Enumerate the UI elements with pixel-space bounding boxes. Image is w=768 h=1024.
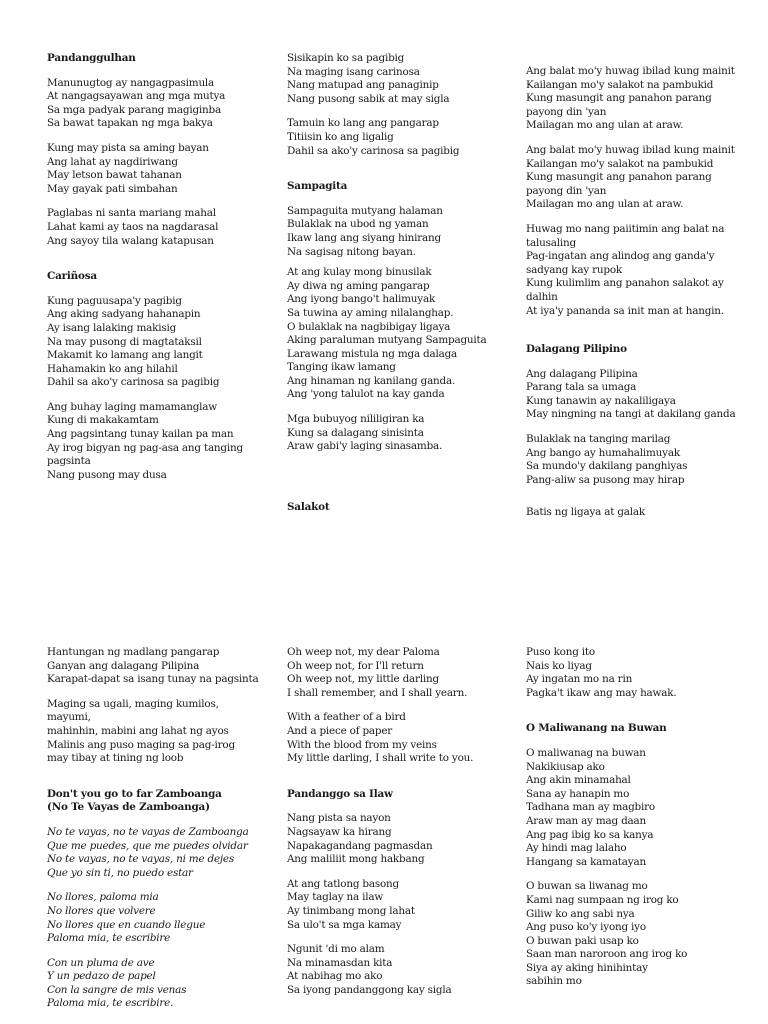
lyric-line: Kung di makakamtam — [47, 414, 159, 427]
song-subtitle-zamboanga: (No Te Vayas de Zamboanga) — [47, 801, 210, 814]
lyric-line: Sa mga padyak parang magiginba — [47, 103, 221, 116]
song-title-salakot: Salakot — [287, 500, 330, 513]
lyric-line: Nakikiusap ako — [526, 760, 605, 773]
lyric-line: Con la sangre de mis venas — [47, 983, 187, 996]
lyric-line: May letson bawat tahanan — [47, 169, 182, 182]
lyric-line: Ay diwa ng aming pangarap — [287, 279, 430, 292]
stanza — [287, 117, 507, 158]
page1-column-2 — [287, 52, 507, 514]
lyric-line: Huwag mo nang paiitimin ang balat na — [526, 222, 725, 235]
lyric-line: Napakagandang pagmasdan — [287, 839, 433, 852]
lyric-line: dalhin — [526, 290, 558, 303]
lyric-line: Paloma mia, te escribire — [47, 932, 171, 945]
stanza — [47, 646, 267, 687]
lyric-line: Con un pluma de ave — [47, 956, 155, 969]
stanza — [47, 207, 267, 248]
lyric-line: Kung sa dalagang sinisinta — [287, 426, 424, 439]
song-title-sampagita: Sampagita — [287, 180, 348, 193]
lyric-line: Sa tuwina ay aming nilalanghap. — [287, 306, 454, 319]
lyric-line: Siya ay aking hinihintay — [526, 961, 648, 974]
lyric-line: Bulaklak na ubod ng yaman — [287, 218, 429, 231]
lyric-line: mayumi, — [47, 711, 91, 724]
lyric-line: O buwan sa liwanag mo — [526, 880, 648, 893]
page1-column-1 — [47, 52, 267, 482]
lyric-line: Sa ulo't sa mga kamay — [287, 918, 402, 931]
lyric-line: Titiisin ko ang ligalig — [287, 130, 394, 143]
lyric-line: Manunugtog ay nangagpasimula — [47, 76, 215, 89]
stanza — [526, 368, 746, 422]
lyric-line: Mailagan mo ang ulan at araw. — [526, 119, 684, 132]
lyric-line: Maging sa ugali, maging kumilos, — [47, 697, 219, 710]
stanza — [526, 65, 746, 133]
lyric-line: At ang tatlong basong — [287, 877, 399, 890]
lyric-line: Na may pusong di magtataksil — [47, 335, 202, 348]
lyric-line: sadyang kay rupok — [526, 263, 623, 276]
lyric-line: may tibay at tining ng loob — [47, 752, 184, 765]
lyric-line: Karapat-dapat sa isang tunay na pagsinta — [47, 673, 259, 686]
lyric-line: Ay irog bigyan ng pag-asa ang tanging — [47, 441, 243, 454]
lyric-line: Ang maliliit mong hakbang — [287, 853, 425, 866]
lyric-line: Pagka't ikaw ang may hawak. — [526, 686, 677, 699]
lyric-line: Ay tinimbang mong lahat — [287, 904, 415, 917]
lyric-line: Ay hindi mag lalaho — [526, 842, 627, 855]
lyric-line: Sisikapin ko sa pagibig — [287, 52, 405, 64]
lyric-line: Ay ingatan mo na rin — [526, 673, 633, 686]
lyric-line: Kami nag sumpaan ng irog ko — [526, 893, 679, 906]
stanza — [287, 878, 507, 932]
stanza — [526, 223, 746, 318]
lyric-line: Batis ng ligaya at galak — [526, 506, 646, 519]
lyric-line: talusaling — [526, 236, 576, 249]
lyric-line: Ang balat mo'y huwag ibilad kung mainit — [526, 143, 735, 156]
lyric-line: Oh weep not, my dear Paloma — [287, 646, 440, 658]
lyric-line: No te vayas, no te vayas de Zamboanga — [47, 825, 249, 838]
lyric-line: May taglay na ilaw — [287, 891, 384, 904]
stanza — [287, 711, 507, 765]
lyric-line: I shall remember, and I shall yearn. — [287, 686, 468, 699]
lyric-line: At nangagsayawan ang mga mutya — [47, 90, 226, 103]
lyric-line: Kung kulimlim ang panahon salakot ay — [526, 277, 724, 290]
lyric-line: Nagsayaw ka hirang — [287, 825, 392, 838]
lyric-line: Ganyan ang dalagang Pilipina — [47, 659, 200, 672]
lyric-line: Kailangan mo'y salakot na pambukid — [526, 157, 714, 170]
lyric-line: Na sagisag nitong bayan. — [287, 245, 416, 258]
song-title-pandanggo-sa-ilaw: Pandanggo sa Ilaw — [287, 787, 393, 800]
stanza — [47, 142, 267, 196]
lyric-line: No llores, paloma mia — [47, 891, 159, 904]
lyric-line: No llores que volvere — [47, 904, 156, 917]
stanza — [287, 646, 507, 700]
lyric-line: Ang balat mo'y huwag ibilad kung mainit — [526, 65, 735, 77]
lyric-line: Que yo sin ti, no puedo estar — [47, 866, 193, 879]
stanza — [287, 812, 507, 866]
lyric-line: Kung tanawin ay nakaliligaya — [526, 394, 676, 407]
lyric-line: Saan man naroroon ang irog ko — [526, 948, 688, 961]
lyric-line: Mailagan mo ang ulan at araw. — [526, 198, 684, 211]
lyric-line: Ang 'yong talulot na kay ganda — [287, 388, 445, 401]
song-title-pandanggulhan: Pandanggulhan — [47, 52, 136, 64]
stanza — [287, 266, 507, 402]
lyric-line: O bulaklak na nagbibigay ligaya — [287, 320, 451, 333]
stanza — [526, 144, 746, 212]
lyric-line: Hangang sa kamatayan — [526, 855, 646, 868]
lyric-line: No llores que en cuando llegue — [47, 918, 206, 931]
stanza — [47, 698, 267, 766]
lyric-line: Paloma mia, te escribire. — [47, 997, 174, 1010]
lyric-line: Kung may pista sa aming bayan — [47, 141, 209, 154]
lyric-line: Ang lahat ay nagdiriwang — [47, 155, 178, 168]
lyric-line: sabihin mo — [526, 975, 582, 988]
lyric-line: Giliw ko ang sabi nya — [526, 907, 635, 920]
song-title-zamboanga: Don't you go to far Zamboanga — [47, 787, 222, 800]
lyric-line: Na minamasdan kita — [287, 956, 393, 969]
stanza — [287, 205, 507, 259]
lyric-line: Dahil sa ako'y carinosa sa pagibig — [287, 144, 460, 157]
page1-column-3 — [526, 65, 746, 520]
stanza — [47, 77, 267, 131]
song-title-carinosa: Cariñosa — [47, 270, 97, 283]
lyric-line: Sana ay hanapin mo — [526, 787, 630, 800]
lyric-line: payong din 'yan — [526, 184, 607, 197]
lyric-line: Ang akin minamahal — [526, 774, 631, 787]
lyric-line: Tanging ikaw lamang — [287, 361, 396, 374]
page2-column-1 — [47, 646, 267, 1011]
lyric-line: Ang bango ay humahalimuyak — [526, 446, 680, 459]
page2-column-3 — [526, 646, 746, 989]
lyric-line: O buwan paki usap ko — [526, 934, 639, 947]
lyric-line: With a feather of a bird — [287, 711, 406, 724]
lyric-line: Tamuin ko lang ang pangarap — [287, 117, 439, 130]
lyric-line: And a piece of paper — [287, 724, 393, 737]
stanza — [47, 295, 267, 390]
lyric-line: Paglabas ni santa mariang mahal — [47, 207, 216, 220]
stanza — [526, 433, 746, 487]
lyric-line: pagsinta — [47, 455, 91, 468]
lyric-line: O maliwanag na buwan — [526, 746, 646, 759]
lyric-line: Nang pusong may dusa — [47, 468, 167, 481]
lyric-line: Malinis ang puso maging sa pag-irog — [47, 738, 235, 751]
lyric-line: Ikaw lang ang siyang hinirang — [287, 231, 441, 244]
lyric-line: Larawang mistula ng mga dalaga — [287, 347, 458, 360]
lyric-line: Dahil sa ako'y carinosa sa pagibig — [47, 376, 220, 389]
lyric-line: Ang aking sadyang hahanapin — [47, 308, 201, 321]
lyric-line: Aking paraluman mutyang Sampaguita — [287, 334, 487, 347]
lyric-line: Oh weep not, for I'll return — [287, 659, 424, 672]
lyric-line: Nais ko liyag — [526, 659, 592, 672]
stanza — [287, 52, 507, 106]
lyric-line: Sa bawat tapakan ng mga bakya — [47, 117, 213, 130]
lyric-line: Ang sayoy tila walang katapusan — [47, 234, 214, 247]
lyric-line: Pag-ingatan ang alindog ang ganda'y — [526, 250, 715, 263]
song-title-o-maliwanang-na-buwan: O Maliwanang na Buwan — [526, 722, 667, 735]
lyric-line: Ngunit 'di mo alam — [287, 943, 385, 956]
lyric-line: Nang pista sa nayon — [287, 812, 391, 825]
lyric-line: Oh weep not, my little darling — [287, 673, 439, 686]
song-title-dalagang-pilipino: Dalagang Pilipino — [526, 343, 627, 356]
lyric-line: Sa mundo'y dakilang panghiyas — [526, 460, 688, 473]
lyric-line: Hahamakin ko ang hilahil — [47, 362, 178, 375]
lyric-line: Ang pagsintang tunay kailan pa man — [47, 428, 234, 441]
lyric-line: Nang matupad ang panaginip — [287, 79, 439, 92]
lyric-line: Araw man ay mag daan — [526, 814, 647, 827]
lyric-line: My little darling, I shall write to you. — [287, 752, 474, 765]
lyric-line: Ang pag ibig ko sa kanya — [526, 828, 654, 841]
lyric-line: Que me puedes, que me puedes olvidar — [47, 839, 248, 852]
lyric-line: Araw gabi'y laging sinasamba. — [287, 440, 443, 453]
lyric-line: Y un pedazo de papel — [47, 970, 156, 983]
lyric-line: payong din 'yan — [526, 105, 607, 118]
lyric-line: Ang hinaman ng kanilang ganda. — [287, 374, 456, 387]
stanza — [287, 943, 507, 997]
stanza — [526, 646, 746, 700]
lyric-line: Nang pusong sabik at may sigla — [287, 92, 450, 105]
stanza — [526, 880, 746, 989]
lyric-line: Kung paguusapa'y pagibig — [47, 294, 182, 307]
lyric-line: Kailangan mo'y salakot na pambukid — [526, 78, 714, 91]
document-page-2 — [0, 640, 768, 1024]
lyric-line: Ang iyong bango't halimuyak — [287, 293, 436, 306]
lyric-line: Makamit ko lamang ang langit — [47, 349, 203, 362]
lyric-line: At ang kulay mong binusilak — [287, 266, 432, 279]
lyric-line: No te vayas, no te vayas, ni me dejes — [47, 853, 235, 866]
lyric-line: At nabihag mo ako — [287, 970, 383, 983]
stanza — [526, 747, 746, 869]
lyric-line: Sa iyong pandanggong kay sigla — [287, 983, 452, 996]
stanza — [47, 826, 267, 880]
lyric-line: Kung masungit ang panahon parang — [526, 92, 712, 105]
lyric-line: Parang tala sa umaga — [526, 381, 637, 394]
lyric-line: Kung masungit ang panahon parang — [526, 171, 712, 184]
lyric-line: Ang puso ko'y iyong iyo — [526, 921, 646, 934]
lyric-line: Tadhana man ay magbiro — [526, 801, 655, 814]
lyric-line: Lahat kami ay taos na nagdarasal — [47, 220, 219, 233]
lyric-line: Bulaklak na tanging marilag — [526, 433, 671, 446]
lyric-line: Pang-aliw sa pusong may hirap — [526, 473, 685, 486]
lyric-line: At iya'y pananda sa init man at hangin. — [526, 304, 724, 317]
page2-column-2 — [287, 646, 507, 997]
lyric-line: May ningning na tangi at dakilang ganda — [526, 408, 736, 421]
stanza — [47, 401, 267, 483]
lyric-line: Ay isang lalaking makisig — [47, 321, 177, 334]
lyric-line: Ang buhay laging mamamanglaw — [47, 400, 217, 413]
stanza — [47, 891, 267, 945]
lyric-line: Sampaguita mutyang halaman — [287, 204, 443, 217]
lyric-line: Na maging isang carinosa — [287, 65, 420, 78]
stanza — [526, 506, 746, 520]
lyric-line: May gayak pati simbahan — [47, 182, 178, 195]
stanza — [47, 957, 267, 1011]
lyric-line: Hantungan ng madlang pangarap — [47, 646, 220, 658]
lyric-line: Mga bubuyog nililigiran ka — [287, 413, 425, 426]
lyric-line: mahinhin, mabini ang lahat ng ayos — [47, 724, 229, 737]
lyric-line: Ang dalagang Pilipina — [526, 367, 638, 380]
lyric-line: Puso kong ito — [526, 646, 595, 658]
stanza — [287, 413, 507, 454]
lyric-line: With the blood from my veins — [287, 738, 437, 751]
